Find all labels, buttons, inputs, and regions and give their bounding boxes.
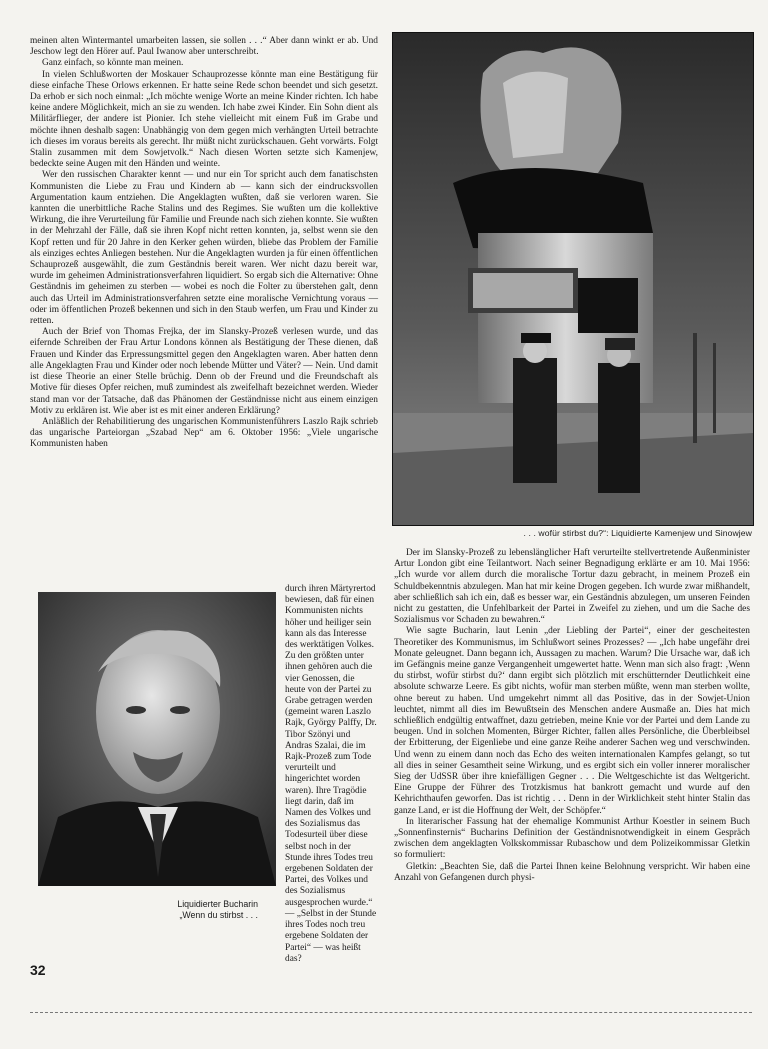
right-text-column [394,548,750,884]
paragraph: In vielen Schlußworten der Moskauer Schauprozesse könnte man eine Bestätigung für diese einfache These Orlows erkennen. Er hatte seine Rede schon beendet und sich gesetzt. Da erhob er sich noch einmal: „Ich möchte wenige Worte an meine Kinder richten. Ich habe keine andere Möglichkeit, mich an sie zu wenden. Ich habe zwei Kinder. Ein Sohn dient als Militärflieger, der andere ist Pionier. Ich stehe vielleicht mit einem Fuß im Grabe und möchte ihnen deshalb sagen: Unabhängig von dem gegen mich verhängten Urteil betrachte ich dieses im voraus bereits als gerecht. Ihr müßt nicht zurückschauen. Geht vorwärts. Folgt Stalin zusammen mit dem Sowjetvolk.“ Nach diesen Worten setzte sich Kamenjew, bedeckte seine Augen mit den Händen und weinte. [30,69,378,170]
bucharin-caption [98,899,258,921]
paragraph: Der im Slansky-Prozeß zu lebenslänglicher Haft verurteilte stellvertretende Außenminister Artur London gibt eine Teilantwort. Nach seiner Begnadigung erklärte er am 10. Mai 1956: „Ich wurde vor allem durch die moralische Tortur dazu gebracht, in meinem Prozeß ein Schuldbekenntnis abzulegen. Man hat mir keine Drogen gegeben. Ich wurde zwar mißhandelt, aber schließlich sah ich ein, daß es besser war, ein Geständnis abzulegen, um unseren Feinden nicht zu gestatten, die Unfehlbarkeit der Partei in Zweifel zu ziehen, und um die Sache des Sozialismus vor Schaden zu bewahren.“ [394,548,750,626]
paragraph: durch ihren Märtyrertod bewiesen, daß für einen Kommunisten nichts höher und heiliger sein kann als das Interesse des werktätigen Volkes. Zu den größten unter ihnen gehören auch die vier Genossen, die heute von der Partei zu Grabe getragen werden (gemeint waren Laszlo Rajk, György Palffy, Dr. Tibor Szönyi und Andras Szalai, die im Rajk-Prozeß zum Tode verurteilt und hingerichtet worden waren). Ihre Tragödie liegt darin, daß im Namen des Volkes und des Sozialismus das Todesurteil über diese selbst noch in der Stunde ihres Todes treu ergebenen Soldaten der Partei, des Volkes und des Sozialismus ausgesprochen wurde.“ — „Selbst in der Stunde ihres Todes noch treu ergebene Soldaten der Partei“ — was heißt das? [285,584,377,964]
paragraph: In literarischer Fassung hat der ehemalige Kommunist Arthur Koestler in seinem Buch „Sonnenfinsternis“ Bucharins Definition der Geständnisnotwendigkeit in einem Gespräch zwischen dem angeklagten Volkskommissar Rubaschow und dem Polizeikommissar Gletkin so formuliert: [394,816,750,861]
bucharin-portrait [38,592,276,886]
narrow-text-column [285,584,377,965]
paragraph: Ganz einfach, so könnte man meinen. [42,58,184,69]
paragraph: Anläßlich der Rehabilitierung des ungarischen Kommunistenführers Laszlo Rajk schrieb das ungarische Parteiorgan „Szabad Nep“ am 6. Oktober 1956: „Viele ungarische Kommunisten haben [30,416,378,450]
paragraph: Auch der Brief von Thomas Frejka, der im Slansky-Prozeß verlesen wurde, und das eifernde Schreiben der Frau Artur Londons können als Bestätigung der These dienen, daß Frauen und Kinder das Erpressungsmittel gegen den Angeklagten waren. Aber hatten denn alle Angeklagten Frau und Kinder oder noch lebende Mütter und Väter? — Nein. Und damit ist diese Theorie an einer Stelle brüchig. Denn ob der Freund und die Freundschaft als Motive für dieses Opfer reichen, muß zumindest als zweifelhaft bezeichnet werden. Wieder stand man vor der Tatsache, daß das Phänomen der Geständnisse nicht aus einem einzigen Motiv zu erklären ist. Wie aber ist es mit einer anderen Erklärung? [30,327,378,416]
paragraph: Gletkin: „Beachten Sie, daß die Partei Ihnen keine Belohnung verspricht. Wir haben eine Anzahl von Gefangenen durch physi- [394,861,750,883]
paragraph: meinen alten Wintermantel umarbeiten lassen, sie sollen . . .“ Aber dann winkt er ab. Und Jeschow legt den Hörer auf. Paul Iwanow aber unterschreibt. [30,36,378,58]
paragraph: Wer den russischen Charakter kennt — und nur ein Tor spricht auch dem fanatischsten Kommunisten die Liebe zu Frau und Kindern ab — kann sich der eindrucksvollen Argumentation kaum entziehen. Die Angeklagten wußten, daß sie verloren waren. Sie kannten die unerbittliche Rache Stalins und des Regimes. Sie wußten um die kollektive Wirkung, die ihre Verurteilung für Familie und Freunde nach sich ziehen konnte. Sie wußten in der Mehrzahl der Fälle, daß sie ihren Kopf nicht retten konnten, ja, selbst wenn sie den Kopf retten und für 20 Jahre in den Kerker gehen würden, bliebe das Problem der Familie als einziges echtes Anliegen bestehen. Nur die Angeklagten wurden ja für einen öffentlichen Schauprozeß ausgewählt, die zum Geständnis bereit waren. Wer nicht dazu bereit war, wurde im geheimen Administrationsverfahren liquidiert. So ergab sich die Alternative: Ohne Geständnis im geheimen zu sterben — wobei es noch die Folter zu überstehen galt, denn auch das Urteil im Administrationsverfahren setzte eine moralische Vernichtung voraus — oder im öffentlichen Prozeß bekennen und sich in den Staub werfen, um Frau und Kinder zu retten. [30,170,378,327]
left-text-column [30,36,378,451]
bucharin-caption-line1: Liquidierter Bucharin [177,899,258,909]
monument-photo-image [393,33,753,525]
page-number: 32 [30,962,46,978]
paragraph: Wie sagte Bucharin, laut Lenin „der Liebling der Partei“, einer der gescheitesten Theoretiker des Kommunismus, im Schlußwort seines Prozesses? — „Ich habe ungefähr drei Monate geleugnet. Dann begann ich, Aussagen zu machen. Warum? Die Ursache war, daß ich im Gefängnis meine ganze Vergangenheit umgewertet hatte. Wenn man sich also fragt: ‚Wenn du stirbst, wofür stirbst du?‘ dann ergibt sich plötzlich mit erschütternder Deutlichkeit eine absolute schwarze Leere. Es gibt nichts, wofür man sterben müßte, wenn man sterben wollte, ohne bereut zu haben. Und umgekehrt nimmt all das Positive, das in der Sowjet-Union leuchtet, nimmt all dies im Bewußtsein des Menschen andere Ausmaße an. Dies hat mich schließlich endgültig entwaffnet, dazu getrieben, meine Knie vor der Partei und dem Lande zu beugen. Und in solchen Momenten, Bürger Richter, fallen alles Persönliche, die Überbleibsel der Erbitterung, der Eigenliebe und eine ganze Reihe anderer Sachen weg und verschwinden. Und wenn zu einem dann noch das Echo des weiten internationalen Kampfes gelangt, so tut all dies in seiner Gesamtheit seine Wirkung, und es ergibt sich ein voller innerer moralischer Sieg der UdSSR über ihre kniefälligen Gegner . . . Die Weltgeschichte ist das Weltgericht. Eine Gruppe der Führer des Trotzkismus hat bankrott gemacht und wurde auf den Kehrichthaufen geworfen. Das ist richtig . . . Denn in der Wirklichkeit steht hinter Stalin das ganze Land, er ist die Hoffnung der Welt, der Schöpfer.“ [394,626,750,816]
monument-photo-caption: . . . wofür stirbst du?“: Liquidierte Kamenjew und Sinowjew [523,528,752,538]
monument-photo [392,32,754,526]
bucharin-caption-line2: „Wenn du stirbst . . . [179,910,258,920]
bucharin-portrait-image [38,592,276,886]
bottom-divider [30,1012,752,1013]
